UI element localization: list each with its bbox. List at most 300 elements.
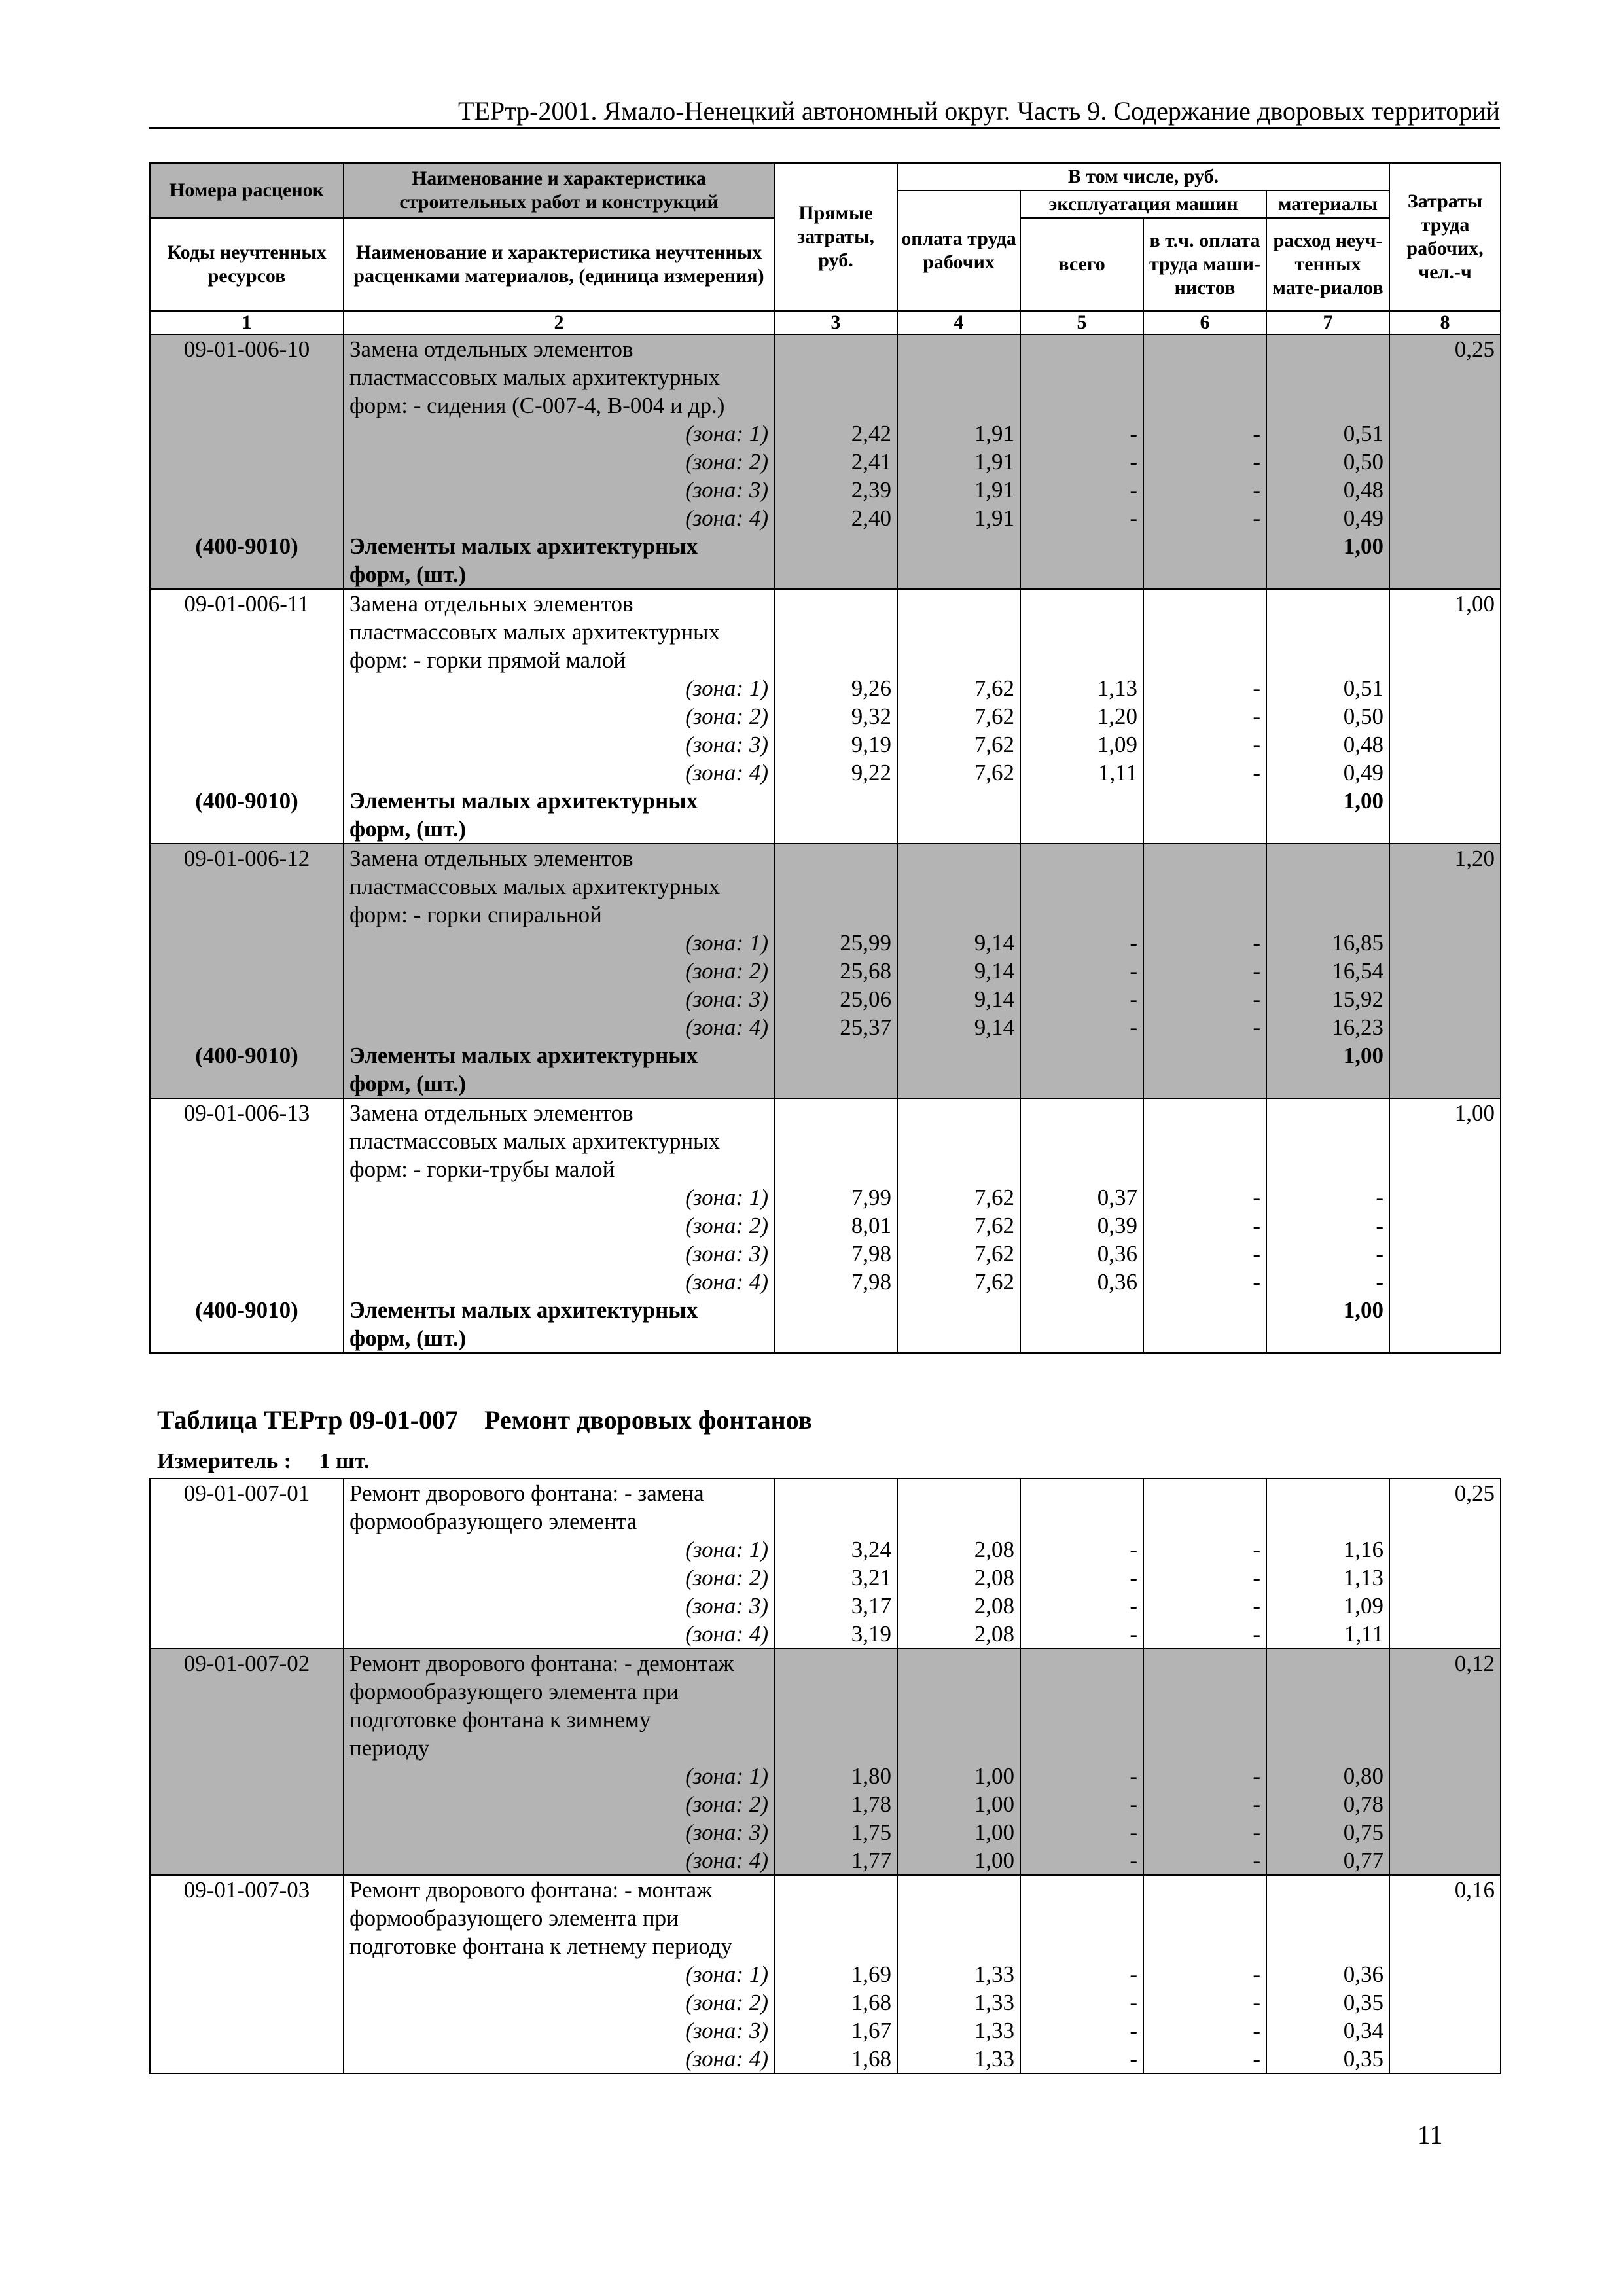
head-labor-costs: Затраты труда рабочих, чел.-ч <box>1389 163 1501 311</box>
machine-total: - <box>1020 420 1143 448</box>
machine-total: - <box>1020 1564 1143 1592</box>
empty-cell <box>1266 646 1389 674</box>
empty-cell <box>1143 589 1266 618</box>
labor-cost: 1,20 <box>1389 844 1501 872</box>
materials-cost: - <box>1266 1211 1389 1240</box>
empty-cell <box>1143 363 1266 391</box>
empty-cell <box>1266 1875 1389 1904</box>
empty-cell <box>150 901 344 929</box>
empty-cell <box>1020 1479 1143 1507</box>
machine-total: 1,11 <box>1020 759 1143 787</box>
labor-payment: 7,62 <box>897 759 1020 787</box>
empty-cell <box>897 844 1020 872</box>
empty-cell <box>1266 363 1389 391</box>
empty-cell <box>1020 363 1143 391</box>
empty-cell <box>897 1932 1020 1960</box>
empty-cell <box>1389 929 1501 957</box>
head-labor-payment: оплата труда рабочих <box>897 190 1020 311</box>
empty-cell <box>1266 1649 1389 1677</box>
empty-cell <box>1389 504 1501 532</box>
empty-cell <box>150 391 344 420</box>
table-row <box>150 929 1501 957</box>
empty-cell <box>897 646 1020 674</box>
table-row <box>150 1904 1501 1932</box>
empty-cell <box>150 759 344 787</box>
table-row <box>150 2045 1501 2073</box>
table-row <box>150 1183 1501 1211</box>
rate-code: 09-01-006-11 <box>150 589 344 618</box>
empty-cell <box>150 618 344 646</box>
zone-label: (зона: 4) <box>344 2045 774 2073</box>
col-number: 8 <box>1389 311 1501 334</box>
empty-cell <box>1020 560 1143 589</box>
machine-total: 0,36 <box>1020 1240 1143 1268</box>
machinist-pay: - <box>1143 730 1266 759</box>
table-row <box>150 589 1501 618</box>
empty-cell <box>897 901 1020 929</box>
empty-cell <box>1143 1069 1266 1098</box>
empty-cell <box>1389 1734 1501 1762</box>
empty-cell <box>897 1875 1020 1904</box>
labor-payment: 7,62 <box>897 1211 1020 1240</box>
empty-cell <box>1389 1211 1501 1240</box>
empty-cell <box>150 2045 344 2073</box>
work-description: подготовке фонтана к летнему периоду <box>344 1932 774 1960</box>
table-row <box>150 1324 1501 1353</box>
table-row <box>150 730 1501 759</box>
empty-cell <box>897 1706 1020 1734</box>
empty-cell <box>1020 901 1143 929</box>
machinist-pay: - <box>1143 1211 1266 1240</box>
machine-total: - <box>1020 1620 1143 1649</box>
col-number: 1 <box>150 311 344 334</box>
table-row <box>150 1296 1501 1324</box>
empty-cell <box>1143 844 1266 872</box>
empty-cell <box>1389 1155 1501 1183</box>
empty-cell <box>150 560 344 589</box>
empty-cell <box>1143 1127 1266 1155</box>
machinist-pay: - <box>1143 957 1266 985</box>
machine-total: - <box>1020 2045 1143 2073</box>
empty-cell <box>150 1069 344 1098</box>
labor-payment: 1,91 <box>897 420 1020 448</box>
zone-label: (зона: 3) <box>344 476 774 504</box>
direct-cost: 3,17 <box>774 1592 897 1620</box>
empty-cell <box>897 1904 1020 1932</box>
empty-cell <box>150 1564 344 1592</box>
empty-cell <box>774 391 897 420</box>
empty-cell <box>1389 1620 1501 1649</box>
resource-code: (400-9010) <box>150 532 344 560</box>
header-rule <box>149 127 1500 129</box>
empty-cell <box>1020 334 1143 363</box>
zone-label: (зона: 1) <box>344 1183 774 1211</box>
labor-payment: 1,91 <box>897 476 1020 504</box>
direct-cost: 9,22 <box>774 759 897 787</box>
table-row <box>150 1960 1501 1988</box>
empty-cell <box>150 363 344 391</box>
empty-cell <box>774 532 897 560</box>
zone-label: (зона: 4) <box>344 759 774 787</box>
machinist-pay: - <box>1143 1620 1266 1649</box>
empty-cell <box>897 363 1020 391</box>
labor-payment: 1,00 <box>897 1762 1020 1790</box>
head-codes-unaccounted: Коды неучтенных ресурсов <box>150 218 344 311</box>
empty-cell <box>150 1240 344 1268</box>
empty-cell <box>150 476 344 504</box>
empty-cell <box>1020 1734 1143 1762</box>
zone-label: (зона: 1) <box>344 929 774 957</box>
empty-cell <box>1266 1706 1389 1734</box>
empty-cell <box>1143 1649 1266 1677</box>
materials-cost: 0,35 <box>1266 2045 1389 2073</box>
empty-cell <box>150 1706 344 1734</box>
table-row <box>150 504 1501 532</box>
table-row <box>150 1013 1501 1041</box>
machine-total: - <box>1020 1846 1143 1875</box>
empty-cell <box>897 1155 1020 1183</box>
empty-cell <box>150 1960 344 1988</box>
table-row <box>150 1069 1501 1098</box>
materials-cost: 0,36 <box>1266 1960 1389 1988</box>
direct-cost: 1,67 <box>774 2017 897 2045</box>
empty-cell <box>774 787 897 815</box>
rates-table-09-01-007 <box>149 1478 1501 2074</box>
head-incl-machinist-pay: в т.ч. оплата труда маши-нистов <box>1143 218 1266 311</box>
zone-label: (зона: 4) <box>344 1620 774 1649</box>
empty-cell <box>1020 1098 1143 1127</box>
empty-cell <box>150 1155 344 1183</box>
machine-total: - <box>1020 1592 1143 1620</box>
labor-cost: 0,16 <box>1389 1875 1501 1904</box>
materials-cost: 0,35 <box>1266 1988 1389 2017</box>
machine-total: - <box>1020 1818 1143 1846</box>
empty-cell <box>897 815 1020 844</box>
labor-payment: 7,62 <box>897 702 1020 730</box>
empty-cell <box>150 1127 344 1155</box>
table-row <box>150 1762 1501 1790</box>
empty-cell <box>1266 1069 1389 1098</box>
empty-cell <box>897 1069 1020 1098</box>
table-row <box>150 702 1501 730</box>
work-description: формообразующего элемента <box>344 1507 774 1535</box>
empty-cell <box>774 1155 897 1183</box>
table-row <box>150 1649 1501 1677</box>
machinist-pay: - <box>1143 674 1266 702</box>
direct-cost: 1,77 <box>774 1846 897 1875</box>
table-row <box>150 1818 1501 1846</box>
empty-cell <box>897 1324 1020 1353</box>
work-description: пластмассовых малых архитектурных <box>344 872 774 901</box>
direct-cost: 1,78 <box>774 1790 897 1818</box>
empty-cell <box>1266 1932 1389 1960</box>
labor-payment: 7,62 <box>897 1240 1020 1268</box>
empty-cell <box>1389 730 1501 759</box>
empty-cell <box>150 815 344 844</box>
machinist-pay: - <box>1143 1268 1266 1296</box>
empty-cell <box>1266 1507 1389 1535</box>
empty-cell <box>1389 2017 1501 2045</box>
empty-cell <box>150 1013 344 1041</box>
empty-cell <box>1266 1324 1389 1353</box>
zone-label: (зона: 1) <box>344 674 774 702</box>
machinist-pay: - <box>1143 448 1266 476</box>
empty-cell <box>897 1649 1020 1677</box>
running-header: ТЕРтр-2001. Ямало-Ненецкий автономный округ. Часть 9. Содержание дворовых территорий <box>458 96 1500 126</box>
labor-payment: 7,62 <box>897 1183 1020 1211</box>
work-description: Ремонт дворового фонтана: - монтаж <box>344 1875 774 1904</box>
empty-cell <box>1020 1127 1143 1155</box>
head-rate-numbers: Номера расценок <box>150 163 344 218</box>
empty-cell <box>1389 1127 1501 1155</box>
machinist-pay: - <box>1143 1846 1266 1875</box>
empty-cell <box>1143 1296 1266 1324</box>
empty-cell <box>1143 532 1266 560</box>
zone-label: (зона: 1) <box>344 1535 774 1564</box>
resource-qty: 1,00 <box>1266 1041 1389 1069</box>
empty-cell <box>150 1988 344 2017</box>
empty-cell <box>1143 1706 1266 1734</box>
materials-cost: 0,51 <box>1266 674 1389 702</box>
materials-cost: 1,11 <box>1266 1620 1389 1649</box>
empty-cell <box>1143 1324 1266 1353</box>
direct-cost: 2,39 <box>774 476 897 504</box>
machinist-pay: - <box>1143 504 1266 532</box>
empty-cell <box>1143 560 1266 589</box>
table-row <box>150 759 1501 787</box>
empty-cell <box>1020 589 1143 618</box>
empty-cell <box>1389 1960 1501 1988</box>
empty-cell <box>1389 1564 1501 1592</box>
empty-cell <box>1266 815 1389 844</box>
empty-cell <box>774 334 897 363</box>
empty-cell <box>1266 334 1389 363</box>
work-description: Ремонт дворового фонтана: - демонтаж <box>344 1649 774 1677</box>
empty-cell <box>1143 391 1266 420</box>
col-number: 7 <box>1266 311 1389 334</box>
resource-code: (400-9010) <box>150 1041 344 1069</box>
labor-payment: 1,00 <box>897 1790 1020 1818</box>
labor-payment: 1,33 <box>897 2017 1020 2045</box>
col-number: 3 <box>774 311 897 334</box>
head-name-characteristics: Наименование и характеристика строительных работ и конструкций <box>344 163 774 218</box>
empty-cell <box>774 815 897 844</box>
empty-cell <box>1389 957 1501 985</box>
direct-cost: 7,98 <box>774 1268 897 1296</box>
empty-cell <box>150 1932 344 1960</box>
machine-total: 0,39 <box>1020 1211 1143 1240</box>
empty-cell <box>774 1324 897 1353</box>
empty-cell <box>897 618 1020 646</box>
materials-cost: 1,09 <box>1266 1592 1389 1620</box>
machine-total: - <box>1020 1535 1143 1564</box>
empty-cell <box>1143 1507 1266 1535</box>
machinist-pay: - <box>1143 929 1266 957</box>
machinist-pay: - <box>1143 1564 1266 1592</box>
empty-cell <box>1389 1535 1501 1564</box>
empty-cell <box>1389 363 1501 391</box>
empty-cell <box>1389 1069 1501 1098</box>
work-description: Замена отдельных элементов <box>344 844 774 872</box>
empty-cell <box>1266 1098 1389 1127</box>
machinist-pay: - <box>1143 1183 1266 1211</box>
empty-cell <box>1389 560 1501 589</box>
table-row <box>150 1734 1501 1762</box>
empty-cell <box>1389 391 1501 420</box>
resource-name: Элементы малых архитектурных <box>344 1296 774 1324</box>
work-description: периоду <box>344 1734 774 1762</box>
empty-cell <box>1020 1069 1143 1098</box>
zone-label: (зона: 4) <box>344 504 774 532</box>
empty-cell <box>150 1268 344 1296</box>
empty-cell <box>150 1592 344 1620</box>
empty-cell <box>150 1904 344 1932</box>
empty-cell <box>897 1677 1020 1706</box>
table-row <box>150 872 1501 901</box>
direct-cost: 3,21 <box>774 1564 897 1592</box>
table-row <box>150 476 1501 504</box>
empty-cell <box>1020 646 1143 674</box>
head-total: всего <box>1020 218 1143 311</box>
empty-cell <box>1389 646 1501 674</box>
rate-code: 09-01-007-03 <box>150 1875 344 1904</box>
table-row <box>150 560 1501 589</box>
machine-total: - <box>1020 504 1143 532</box>
empty-cell <box>897 532 1020 560</box>
empty-cell <box>1143 1904 1266 1932</box>
machinist-pay: - <box>1143 2045 1266 2073</box>
empty-cell <box>1389 901 1501 929</box>
work-description: Ремонт дворового фонтана: - замена <box>344 1479 774 1507</box>
work-description: форм: - горки спиральной <box>344 901 774 929</box>
empty-cell <box>1389 674 1501 702</box>
empty-cell <box>774 1734 897 1762</box>
materials-cost: 0,77 <box>1266 1846 1389 1875</box>
table-row <box>150 646 1501 674</box>
empty-cell <box>1389 1932 1501 1960</box>
empty-cell <box>1389 872 1501 901</box>
resource-name: Элементы малых архитектурных <box>344 787 774 815</box>
table-row <box>150 1127 1501 1155</box>
head-direct-costs: Прямые затраты, руб. <box>774 163 897 311</box>
machinist-pay: - <box>1143 985 1266 1013</box>
labor-payment: 2,08 <box>897 1620 1020 1649</box>
labor-cost: 1,00 <box>1389 1098 1501 1127</box>
machine-total: - <box>1020 476 1143 504</box>
materials-cost: 16,54 <box>1266 957 1389 985</box>
machinist-pay: - <box>1143 1988 1266 2017</box>
zone-label: (зона: 3) <box>344 1592 774 1620</box>
empty-cell <box>150 420 344 448</box>
labor-payment: 1,91 <box>897 504 1020 532</box>
table-row <box>150 1846 1501 1875</box>
direct-cost: 1,69 <box>774 1960 897 1988</box>
empty-cell <box>774 1677 897 1706</box>
materials-cost: 0,78 <box>1266 1790 1389 1818</box>
col-number: 6 <box>1143 311 1266 334</box>
head-name-unaccounted: Наименование и характеристика неучтенных расценками материалов, (единица измерения) <box>344 218 774 311</box>
materials-cost: 0,34 <box>1266 2017 1389 2045</box>
empty-cell <box>150 929 344 957</box>
labor-payment: 2,08 <box>897 1535 1020 1564</box>
zone-label: (зона: 3) <box>344 1818 774 1846</box>
empty-cell <box>1143 815 1266 844</box>
empty-cell <box>1266 844 1389 872</box>
col-number: 5 <box>1020 311 1143 334</box>
empty-cell <box>774 1932 897 1960</box>
machinist-pay: - <box>1143 1960 1266 1988</box>
empty-cell <box>1020 844 1143 872</box>
resource-qty: 1,00 <box>1266 787 1389 815</box>
page-number: 11 <box>1418 2120 1443 2149</box>
machine-total: 0,36 <box>1020 1268 1143 1296</box>
table-row <box>150 420 1501 448</box>
empty-cell <box>1266 560 1389 589</box>
table-row <box>150 674 1501 702</box>
table-row <box>150 815 1501 844</box>
empty-cell <box>774 1904 897 1932</box>
rates-table-09-01-006 <box>149 162 1501 1354</box>
empty-cell <box>897 1507 1020 1535</box>
table-row <box>150 532 1501 560</box>
empty-cell <box>1020 1904 1143 1932</box>
empty-cell <box>1266 589 1389 618</box>
labor-payment: 1,00 <box>897 1818 1020 1846</box>
work-description: пластмассовых малых архитектурных <box>344 1127 774 1155</box>
head-including: В том числе, руб. <box>897 163 1389 190</box>
machine-total: 1,13 <box>1020 674 1143 702</box>
empty-cell <box>1389 476 1501 504</box>
empty-cell <box>897 1479 1020 1507</box>
materials-cost: 16,23 <box>1266 1013 1389 1041</box>
empty-cell <box>1389 1592 1501 1620</box>
direct-cost: 9,32 <box>774 702 897 730</box>
empty-cell <box>1020 815 1143 844</box>
direct-cost: 8,01 <box>774 1211 897 1240</box>
empty-cell <box>150 1535 344 1564</box>
empty-cell <box>1143 1155 1266 1183</box>
table-row <box>150 391 1501 420</box>
table-row <box>150 1211 1501 1240</box>
empty-cell <box>1143 334 1266 363</box>
empty-cell <box>150 674 344 702</box>
empty-cell <box>150 1620 344 1649</box>
empty-cell <box>1266 1677 1389 1706</box>
direct-cost: 9,26 <box>774 674 897 702</box>
direct-cost: 3,19 <box>774 1620 897 1649</box>
labor-payment: 2,08 <box>897 1592 1020 1620</box>
empty-cell <box>774 1069 897 1098</box>
zone-label: (зона: 1) <box>344 1762 774 1790</box>
empty-cell <box>1389 1818 1501 1846</box>
materials-cost: 0,75 <box>1266 1818 1389 1846</box>
empty-cell <box>897 1041 1020 1069</box>
machine-total: - <box>1020 1762 1143 1790</box>
machine-total: - <box>1020 448 1143 476</box>
rate-code: 09-01-007-02 <box>150 1649 344 1677</box>
table-row <box>150 1479 1501 1507</box>
zone-label: (зона: 3) <box>344 985 774 1013</box>
materials-cost: - <box>1266 1240 1389 1268</box>
machinist-pay: - <box>1143 1013 1266 1041</box>
zone-label: (зона: 2) <box>344 1211 774 1240</box>
machine-total: - <box>1020 929 1143 957</box>
empty-cell <box>1389 532 1501 560</box>
col-number: 4 <box>897 311 1020 334</box>
empty-cell <box>1266 901 1389 929</box>
direct-cost: 25,68 <box>774 957 897 985</box>
labor-payment: 9,14 <box>897 957 1020 985</box>
